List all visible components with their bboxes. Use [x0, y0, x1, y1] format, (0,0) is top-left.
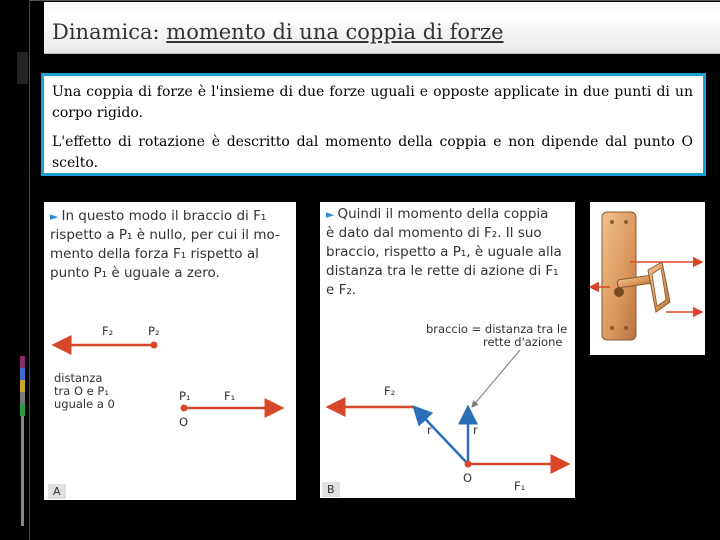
panel-b-line-2: è dato dal momento di F₂. Il suo — [326, 225, 542, 241]
panel-a-line-2: rispetto a P₁ è nullo, per cui il mo- — [50, 227, 280, 243]
top-divider-line — [30, 0, 720, 1]
bullet-icon: ► — [326, 208, 335, 221]
label-p1: P₁ — [179, 389, 191, 403]
point-p1 — [181, 405, 188, 412]
panel-a-line-3: mento della forza F₁ rispetto al — [50, 246, 259, 262]
label-distance: distanza tra O e P₁ uguale a 0 — [54, 371, 115, 411]
slide-title — [52, 20, 504, 44]
definition-box — [41, 73, 706, 176]
decorative-block — [17, 52, 28, 84]
decorative-stripe — [20, 368, 25, 380]
label-f2: F₂ — [384, 384, 396, 398]
decorative-stripe — [20, 380, 25, 392]
label-p2: P₂ — [148, 324, 160, 338]
braccio-pointer — [472, 350, 520, 407]
panel-a-line-1: In questo modo il braccio di F₁ — [61, 208, 267, 224]
label-r-perpendicular: r — [473, 423, 478, 437]
panel-b-diagram — [320, 202, 575, 498]
title-prefix: Dinamica: — [52, 20, 160, 44]
label-o: O — [179, 415, 189, 429]
label-f2: F₂ — [102, 324, 114, 338]
panel-a-line-4: punto P₁ è uguale a zero. — [50, 265, 220, 281]
door-handle-illustration — [590, 202, 705, 355]
label-r: r — [427, 423, 432, 437]
definition-paragraph-1: Una coppia di forze è l'insieme di due forze uguali e opposte applicate in due punti di un corpo rigido. — [52, 84, 693, 121]
door-handle-icon — [590, 202, 705, 355]
decorative-stripe — [21, 416, 24, 526]
panel-b-line-4: distanza tra le rette di azione di F₁ — [326, 263, 559, 279]
left-divider-line — [29, 0, 30, 540]
decorative-stripe — [20, 392, 25, 404]
definition-paragraph-2: L'effetto di rotazione è descritto dal momento della coppia e non dipende dal punto O scelto. — [52, 134, 693, 171]
label-o: O — [463, 471, 473, 485]
vector-r — [414, 407, 468, 464]
label-f1: F₁ — [224, 389, 236, 403]
point-p2 — [151, 342, 158, 349]
panel-b-line-1: Quindi il momento della coppia — [337, 206, 549, 222]
point-o — [465, 461, 472, 468]
panel-a-diagram — [44, 202, 296, 500]
figure-panel-b — [320, 202, 575, 498]
figure-label-a: A — [48, 484, 66, 499]
label-f1: F₁ — [514, 479, 526, 493]
label-braccio: braccio = distanza tra le rette d'azione — [426, 322, 568, 349]
panel-b-line-5: e F₂. — [326, 282, 357, 298]
decorative-stripe — [20, 404, 25, 416]
panel-b-line-3: braccio, rispetto a P₁, è uguale alla — [326, 244, 562, 260]
decorative-stripe — [20, 356, 25, 368]
title-main: momento di una coppia di forze — [166, 20, 504, 44]
figure-label-b: B — [322, 482, 340, 497]
figure-panel-a — [44, 202, 296, 500]
title-bar — [44, 2, 720, 54]
bullet-icon: ► — [50, 210, 59, 223]
